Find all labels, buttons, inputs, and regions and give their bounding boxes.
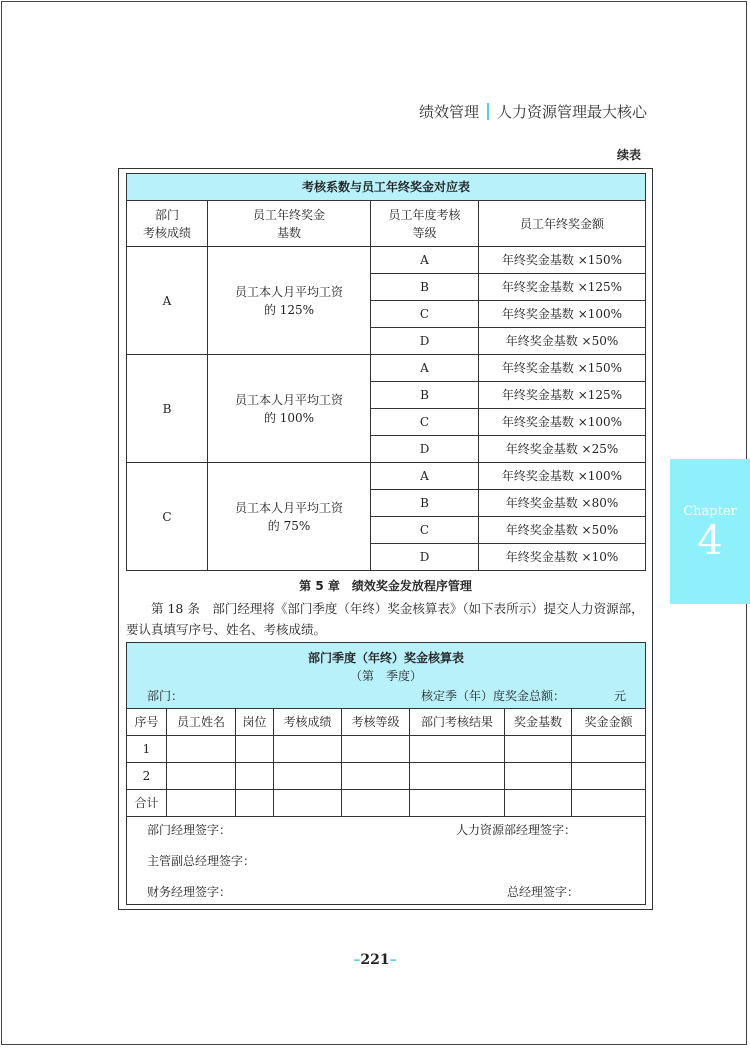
cell[interactable] [274,790,342,817]
row-amount: 年终奖金基数 ×80% [479,490,646,517]
cell[interactable] [236,790,274,817]
cell[interactable] [572,790,646,817]
col-header: 序号 [127,709,167,736]
row-amount: 年终奖金基数 ×50% [479,517,646,544]
header-amount: 员工年终奖金额 [479,201,646,247]
table2-subtitle: （第 季度） [350,669,423,683]
row-amount: 年终奖金基数 ×100% [479,409,646,436]
cell[interactable] [505,736,572,763]
group-base: 员工本人月平均工资 的 125% [208,247,371,355]
group-dept: C [127,463,208,571]
row-grade: B [371,274,479,301]
cell[interactable] [410,736,505,763]
hr-manager-signature: 人力资源部经理签字： [456,823,577,837]
table2-dept-label: 部门： [147,689,184,703]
group-base: 员工本人月平均工资 的 100% [208,355,371,463]
row-grade: D [371,544,479,571]
table-row [127,790,646,817]
cell[interactable] [236,763,274,790]
row-grade: B [371,382,479,409]
cell[interactable] [342,736,410,763]
bonus-coefficient-table [126,173,646,571]
row-grade: B [371,490,479,517]
header-base: 员工年终奖金 基数 [208,201,371,247]
cell[interactable] [167,763,236,790]
cell[interactable] [342,790,410,817]
continued-label: 续表 [616,148,641,162]
row-grade: C [371,409,479,436]
bonus-calculation-table [126,642,646,905]
row-grade: A [371,247,479,274]
vp-signature: 主管副总经理签字： [147,854,256,868]
header-dept: 部门 考核成绩 [127,201,208,247]
cell[interactable] [572,736,646,763]
group-base: 员工本人月平均工资 的 75% [208,463,371,571]
cell[interactable] [505,763,572,790]
cell[interactable] [236,736,274,763]
row-total: 合计 [127,790,167,817]
table-row [127,763,646,790]
running-header [419,101,647,122]
col-header: 员工姓名 [167,709,236,736]
header-grade: 员工年度考核 等级 [371,201,479,247]
row-grade: C [371,517,479,544]
article-paragraph: 第 18 条 部门经理将《部门季度（年终）奖金核算表》（如下表所示）提交人力资源部，要认真填写序号、姓名、考核成绩。 [126,601,644,637]
cell[interactable] [167,790,236,817]
chapter-tab [670,459,750,604]
row-seq: 1 [127,736,167,763]
row-amount: 年终奖金基数 ×150% [479,355,646,382]
section-title: 第 5 章 绩效奖金发放程序管理 [299,579,472,593]
group-dept: B [127,355,208,463]
table2-currency: 元 [614,689,627,703]
table2-header [127,643,646,709]
col-header: 考核成绩 [274,709,342,736]
cell[interactable] [572,763,646,790]
row-grade: D [371,328,479,355]
signature-block [127,817,646,905]
col-header: 考核等级 [342,709,410,736]
chapter-number: 4 [697,518,723,564]
table2-total-label: 核定季（年）度奖金总额： [421,689,566,703]
cell[interactable] [410,763,505,790]
row-amount: 年终奖金基数 ×150% [479,247,646,274]
row-amount: 年终奖金基数 ×25% [479,436,646,463]
header-section: 绩效管理 [418,103,479,121]
row-amount: 年终奖金基数 ×125% [479,274,646,301]
header-book-title: 人力资源管理最大核心 [496,103,647,121]
page-number: –221– [353,952,397,968]
row-grade: D [371,436,479,463]
row-seq: 2 [127,763,167,790]
cell[interactable] [167,736,236,763]
col-header: 奖金金额 [572,709,646,736]
row-amount: 年终奖金基数 ×125% [479,382,646,409]
table2-title: 部门季度（年终）奖金核算表 [308,651,465,665]
chapter-word: Chapter [683,504,737,519]
cell[interactable] [274,763,342,790]
col-header: 部门考核结果 [410,709,505,736]
row-grade: A [371,463,479,490]
finance-manager-signature: 财务经理签字： [147,885,232,899]
cell[interactable] [274,736,342,763]
row-amount: 年终奖金基数 ×100% [479,463,646,490]
col-header: 奖金基数 [505,709,572,736]
cell[interactable] [410,790,505,817]
cell[interactable] [505,790,572,817]
col-header: 岗位 [236,709,274,736]
row-grade: A [371,355,479,382]
group-dept: A [127,247,208,355]
header-divider [487,103,489,120]
dept-manager-signature: 部门经理签字： [147,823,232,837]
row-grade: C [371,301,479,328]
row-amount: 年终奖金基数 ×10% [479,544,646,571]
row-amount: 年终奖金基数 ×100% [479,301,646,328]
table1-title: 考核系数与员工年终奖金对应表 [127,174,646,201]
table-row [127,736,646,763]
row-amount: 年终奖金基数 ×50% [479,328,646,355]
cell[interactable] [342,763,410,790]
gm-signature: 总经理签字： [507,885,580,899]
